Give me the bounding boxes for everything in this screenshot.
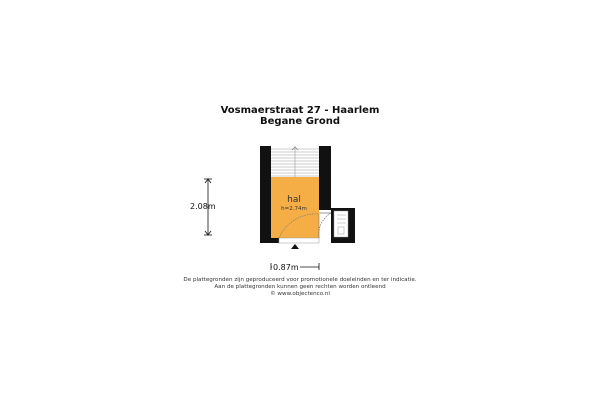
disclaimer-line-1: De plattegronden zijn geproduceerd voor promotionele doeleinden en ter indicatie. — [183, 277, 417, 283]
room-hal-label: hal — [287, 195, 301, 205]
horizontal-dimension-label — [272, 263, 300, 272]
disclaimer-line-2: Aan de plattegronden kunnen geen rechten worden ontleend — [214, 284, 386, 290]
disclaimer-website: © www.objectenco.nl — [270, 291, 330, 297]
address-title: Vosmaerstraat 27 - Haarlem — [220, 105, 380, 116]
entrance-threshold — [279, 238, 319, 243]
floor-title: Begane Grond — [260, 116, 340, 127]
room-hal-height: h=2.74m — [281, 206, 307, 212]
vertical-dimension-label: 2.08m — [190, 202, 216, 211]
inner-door-swing — [319, 213, 331, 238]
horizontal-dimension-value: 0.87m — [273, 263, 299, 272]
entrance-arrow-icon — [291, 244, 299, 249]
